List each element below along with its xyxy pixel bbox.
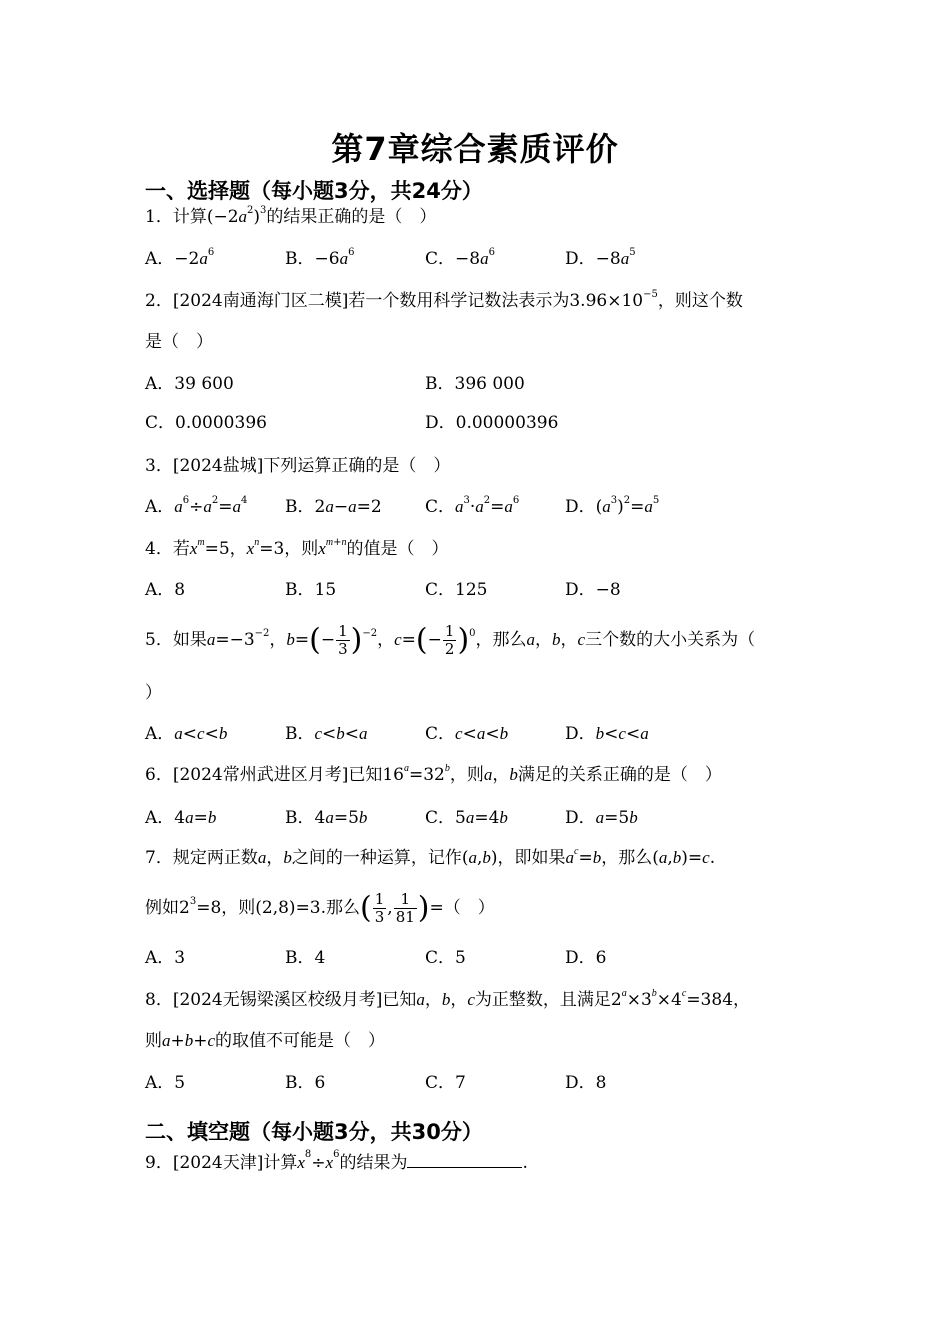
answer-blank[interactable]	[407, 1149, 522, 1168]
question-2: 2．[2024南通海门区二模]若一个数用科学记数法表示为$3.96\times 10^{-5}$，则这个数	[145, 289, 743, 311]
q8-option-a: A．5	[145, 1073, 186, 1093]
q6-option-a: A．4a=b	[145, 808, 217, 828]
question-9: 9．[2024天津]计算$x^8\div x^6$的结果为 .	[145, 1149, 528, 1173]
q3-option-d: D．$(a^3)^2=a^5$	[565, 495, 660, 517]
q1-option-c: C．$-8a^6$	[425, 247, 495, 269]
q6-option-d: D．a=5b	[565, 808, 638, 828]
q3-option-a: A．$a^6\div a^2=a^4$	[145, 495, 248, 517]
q7-option-d: D．6	[565, 948, 607, 968]
q6-option-c: C．5a=4b	[425, 808, 508, 828]
question-7: 7．规定两正数a，b之间的一种运算，记作(a,b)，即如果$a^c=b$，那么(a,b)=c.	[145, 846, 716, 868]
q8-option-b: B．6	[285, 1073, 326, 1093]
q2-option-c: C．0.0000396	[145, 413, 267, 433]
page-title: 第7章综合素质评价	[331, 130, 619, 168]
q4-option-b: B．15	[285, 580, 337, 600]
q2-option-b: B．396 000	[425, 374, 525, 394]
q5-option-b: B．c<b<a	[285, 724, 368, 744]
q2-option-a: A．39 600	[145, 374, 234, 394]
question-7-line2: 例如$2^3=8$，则(2,8)=3.那么( $\frac{1}{3}$ , $\frac{1}{81}$ )=（ ）	[145, 890, 495, 926]
q8-option-c: C．7	[425, 1073, 466, 1093]
q5-option-a: A．a<c<b	[145, 724, 228, 744]
question-2-line2: 是（ ）	[145, 332, 213, 352]
q5-option-c: C．c<a<b	[425, 724, 509, 744]
q1-option-d: D．$-8a^5$	[565, 247, 636, 269]
q5-option-d: D．b<c<a	[565, 724, 649, 744]
q7-option-b: B．4	[285, 948, 326, 968]
q8-option-d: D．8	[565, 1073, 607, 1093]
question-1: 1．计算$(-2a^2)^3$的结果正确的是（ ）	[145, 205, 437, 227]
q4-option-d: D．−8	[565, 580, 621, 600]
question-5: 5．如果$a=-3^{-2}$，b=(− $\frac{1}{3}$ )$^{-2}$，c=(− $\frac{1}{2}$ )$^0$，那么a，b，c三个数的大小关系为（	[145, 622, 756, 658]
q3-option-b: B．2a−a=2	[285, 497, 382, 517]
q7-option-c: C．5	[425, 948, 466, 968]
question-6: 6．[2024常州武进区月考]已知$16^a=32^b$，则a，b满足的关系正确的是（ ）	[145, 763, 722, 785]
q1-option-a: A．$-2a^6$	[145, 247, 215, 269]
section-heading-fill: 二、填空题（每小题3分，共30分）	[145, 1120, 483, 1144]
question-4: 4．若$x^m=5$，$x^n=3$，则$x^{m+n}$的值是（ ）	[145, 537, 449, 559]
q3-option-c: C．$a^3\cdot a^2=a^6$	[425, 495, 520, 517]
question-3: 3．[2024盐城]下列运算正确的是（ ）	[145, 456, 451, 476]
q4-option-c: C．125	[425, 580, 488, 600]
q4-option-a: A．8	[145, 580, 186, 600]
q6-option-b: B．4a=5b	[285, 808, 368, 828]
q1-expression: $(-2a^2)^3$	[206, 205, 267, 227]
question-5-line2: ）	[145, 683, 162, 703]
q1-option-b: B．$-6a^6$	[285, 247, 355, 269]
question-8-line2: 则a+b+c的取值不可能是（ ）	[145, 1031, 386, 1051]
q2-option-d: D．0.00000396	[425, 413, 559, 433]
question-8: 8．[2024无锡梁溪区校级月考]已知a，b，c为正整数，且满足$2^a\times 3^b\times 4^c=384$，	[145, 988, 751, 1010]
section-heading-choice: 一、选择题（每小题3分，共24分）	[145, 179, 483, 203]
q7-option-a: A．3	[145, 948, 186, 968]
